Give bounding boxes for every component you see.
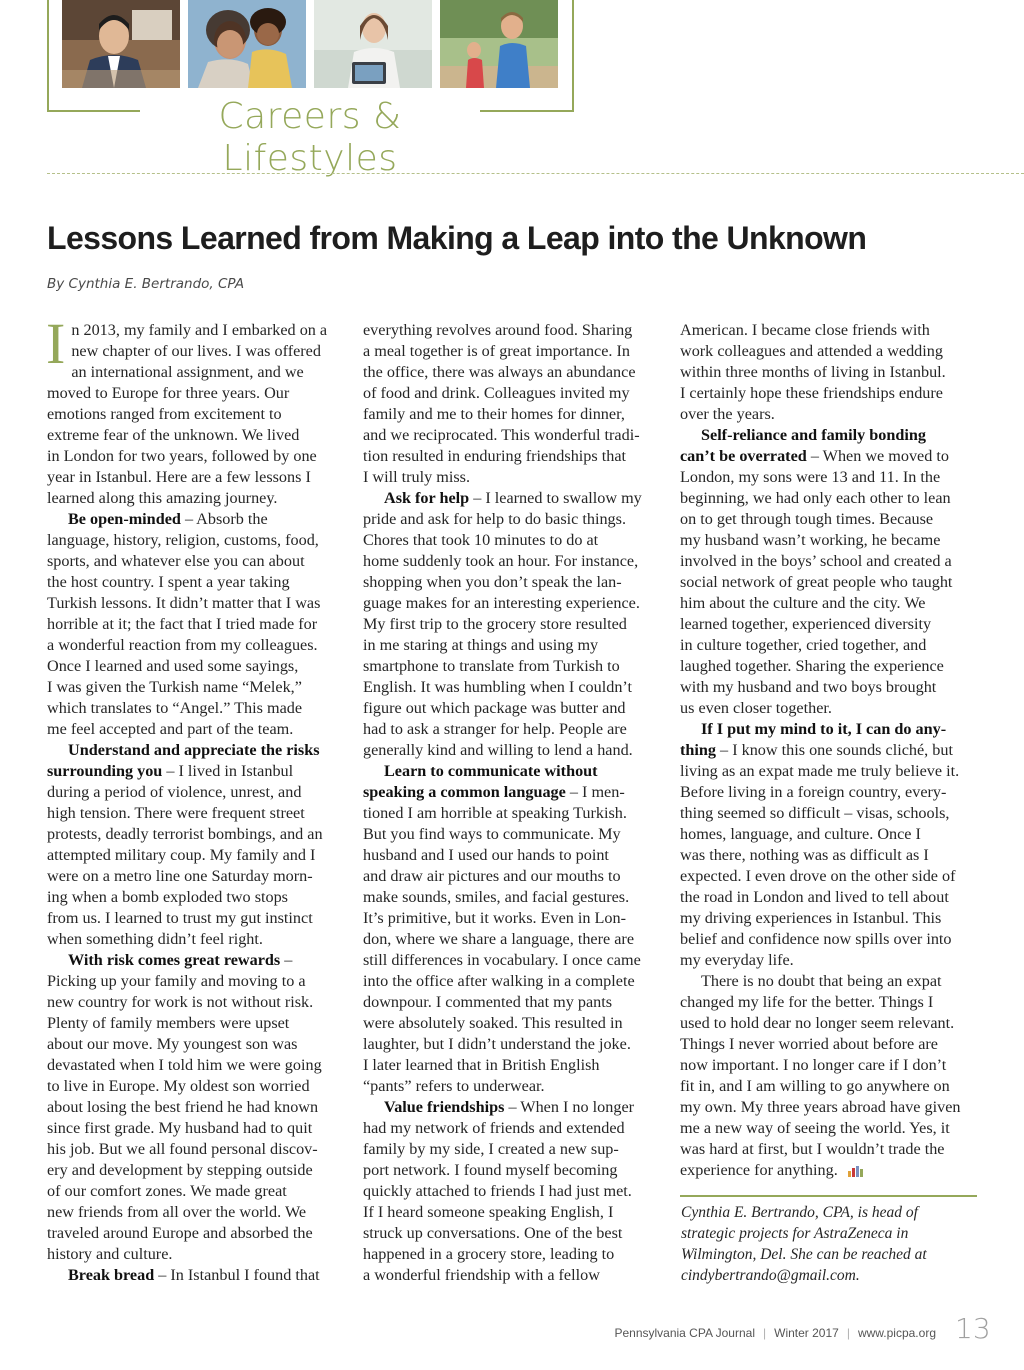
text-line-content: home suddenly took an hour. For instance,	[363, 552, 639, 570]
text-line-content: high tension. There were frequent street	[47, 804, 305, 822]
text-line-content: Turkish lessons. It didn’t matter that I was	[47, 594, 321, 612]
text-line	[47, 992, 347, 1013]
text-line	[363, 1034, 663, 1055]
text-line-content: to live in Europe. My oldest son worried	[47, 1077, 310, 1095]
text-line	[47, 530, 347, 551]
text-line	[47, 656, 347, 677]
text-line	[680, 551, 980, 572]
text-line	[680, 929, 980, 950]
text-line-content: –	[280, 951, 293, 969]
text-line	[363, 446, 663, 467]
text-line-content: since first grade. My husband had to quit	[47, 1119, 313, 1137]
text-line	[680, 887, 980, 908]
text-line-content: was there, nothing was as difficult as I	[680, 846, 929, 864]
text-line	[680, 341, 980, 362]
text-line	[363, 824, 663, 845]
text-line	[363, 971, 663, 992]
text-line	[363, 530, 663, 551]
text-line-content: my own. My three years abroad have given	[680, 1098, 961, 1116]
text-line-content: make sounds, smiles, and facial gestures.	[363, 888, 630, 906]
text-line-content: changed my life for the better. Things I	[680, 993, 934, 1011]
text-line-content: port network. I found myself becoming	[363, 1161, 618, 1179]
bio-line: strategic projects for AstraZeneca in	[681, 1225, 909, 1242]
text-line-content: about losing the best friend he had known	[47, 1098, 319, 1116]
article-column-1	[46, 311, 347, 1286]
runner-photo	[440, 0, 558, 88]
text-line-content: ery and development by stepping outside	[47, 1161, 313, 1179]
lesson-heading: surrounding you	[47, 762, 163, 780]
text-line-content: new chapter of our lives. I was offered	[71, 342, 321, 360]
text-line	[680, 404, 980, 425]
text-line	[680, 824, 980, 845]
text-line	[363, 404, 663, 425]
text-line	[47, 1076, 347, 1097]
text-line	[47, 1181, 347, 1202]
author-bio	[681, 1202, 981, 1286]
text-line-content: his job. But we all found personal discov-	[47, 1140, 318, 1158]
text-line	[680, 698, 980, 719]
lesson-heading: thing	[680, 741, 716, 759]
text-line	[363, 845, 663, 866]
text-line-content: new country for work is not without risk.	[47, 993, 314, 1011]
text-line	[680, 1076, 980, 1097]
text-line-content: had to ask a stranger for help. People are	[363, 720, 627, 738]
text-line-content: – I lived in Istanbul	[162, 762, 294, 780]
text-line-content: with my husband and two boys brought	[680, 678, 937, 696]
text-line	[680, 635, 980, 656]
text-line-content: and we reciprocated. This wonderful tradi-	[363, 426, 640, 444]
text-line	[47, 950, 347, 971]
text-line	[47, 1160, 347, 1181]
text-line	[680, 530, 980, 551]
text-line-content: English. It was humbling when I couldn’t	[363, 678, 633, 696]
text-line-content: ing when a bomb exploded two stops	[47, 888, 288, 906]
bio-line: Cynthia E. Bertrando, CPA, is head of	[681, 1204, 918, 1221]
text-line-content: sports, and whatever else you can about	[47, 552, 305, 570]
text-line-content: thing seemed so difficult – visas, schools,	[680, 804, 950, 822]
text-line	[47, 572, 347, 593]
text-line	[47, 803, 347, 824]
text-line	[363, 362, 663, 383]
text-line-content: involved in the boys’ school and created a	[680, 552, 952, 570]
text-line-content: an international assignment, and we	[71, 363, 304, 381]
text-line	[47, 509, 347, 530]
text-line	[363, 614, 663, 635]
text-line	[363, 1181, 663, 1202]
text-line-content: pride and ask for help to do basic things.	[363, 510, 626, 528]
text-line	[363, 719, 663, 740]
text-line-content: My first trip to the grocery store resulted	[363, 615, 627, 633]
text-line-content: new friends from all over the world. We	[47, 1203, 307, 1221]
lesson-heading: can’t be overrated	[680, 447, 807, 465]
text-line-content: during a period of violence, unrest, and	[47, 783, 302, 801]
text-line	[363, 656, 663, 677]
text-line	[363, 1223, 663, 1244]
text-line	[680, 425, 980, 446]
text-line	[47, 1202, 347, 1223]
text-line	[363, 698, 663, 719]
text-line-content: the host country. I spent a year taking	[47, 573, 290, 591]
text-line-content: a wonderful friendship with a fellow	[363, 1266, 600, 1284]
text-line	[680, 1118, 980, 1139]
text-line-content: Picking up your family and moving to a	[47, 972, 306, 990]
text-line	[363, 1055, 663, 1076]
text-line-content: on to get through tough times. Because	[680, 510, 934, 528]
text-line-content: fit in, and I am willing to go anywhere on	[680, 1077, 950, 1095]
text-line	[680, 593, 980, 614]
text-line	[680, 992, 980, 1013]
text-line	[363, 425, 663, 446]
text-line-content: family by my side, I created a new sup-	[363, 1140, 619, 1158]
text-line	[363, 803, 663, 824]
text-line	[47, 551, 347, 572]
text-line-content: – When we moved to	[806, 447, 949, 465]
text-line-content: beginning, we had only each other to lean	[680, 489, 951, 507]
text-line	[47, 866, 347, 887]
text-line-content: – In Istanbul I found that	[154, 1266, 320, 1284]
text-line-content: learned together, experienced diversity	[680, 615, 932, 633]
text-line-content: American. I became close friends with	[680, 321, 930, 339]
text-line	[680, 1013, 980, 1034]
text-line	[363, 908, 663, 929]
text-line-content: It’s primitive, but it works. Even in Lon-	[363, 909, 627, 927]
text-line	[47, 1034, 347, 1055]
text-line-content: in me staring at things and using my	[363, 636, 599, 654]
text-line-content: in culture together, cried together, and	[680, 636, 927, 654]
text-line-content: used to hold dear no longer seem relevant.	[680, 1014, 955, 1032]
text-line-content: devastated when I told him we were going	[47, 1056, 322, 1074]
text-line-content: struck up conversations. One of the best	[363, 1224, 623, 1242]
text-line	[363, 320, 663, 341]
text-line-content: happened in a grocery store, leading to	[363, 1245, 615, 1263]
text-line-content: family and me to their homes for dinner,	[363, 405, 625, 423]
text-line	[363, 635, 663, 656]
lesson-heading: Learn to communicate without	[384, 762, 598, 780]
text-line	[363, 950, 663, 971]
businessman-photo	[62, 0, 180, 88]
text-line	[363, 1265, 663, 1286]
text-line	[363, 1118, 663, 1139]
text-line	[363, 761, 663, 782]
text-line-content: the road in London and lived to tell about	[680, 888, 949, 906]
text-line-content: Once I learned and used some sayings,	[47, 657, 299, 675]
text-line-content: extreme fear of the unknown. We lived	[47, 426, 300, 444]
text-line-content: work colleagues and attended a wedding	[680, 342, 943, 360]
text-line	[363, 551, 663, 572]
text-line	[47, 677, 347, 698]
text-line	[47, 824, 347, 845]
text-line	[363, 467, 663, 488]
text-line	[363, 782, 663, 803]
text-line	[47, 1055, 347, 1076]
text-line-content: were absolutely soaked. This resulted in	[363, 1014, 623, 1032]
text-line-content: I later learned that in British English	[363, 1056, 600, 1074]
text-line-content: expected. I even drove on the other side of	[680, 867, 956, 885]
text-line-content: I was given the Turkish name “Melek,”	[47, 678, 302, 696]
text-line	[680, 446, 980, 467]
text-line	[680, 950, 980, 971]
text-line-content: I certainly hope these friendships endure	[680, 384, 943, 402]
text-line	[47, 446, 347, 467]
text-line	[680, 803, 980, 824]
text-line	[47, 320, 347, 341]
text-line	[680, 782, 980, 803]
text-line-content: horrible at it; the fact that I tried made for	[47, 615, 318, 633]
text-line	[680, 845, 980, 866]
text-line	[47, 740, 347, 761]
text-line	[47, 698, 347, 719]
text-line-content: the office, there was always an abundance	[363, 363, 636, 381]
text-line	[363, 677, 663, 698]
woman-tablet-photo	[314, 0, 432, 88]
page-number: 13	[955, 1312, 991, 1345]
section-title: Careers & Lifestyles	[140, 96, 480, 180]
text-line	[47, 971, 347, 992]
text-line-content: which translates to “Angel.” This made	[47, 699, 303, 717]
text-line-content: traveled around Europe and absorbed the	[47, 1224, 313, 1242]
text-line	[363, 593, 663, 614]
article-title: Lessons Learned from Making a Leap into the Unknown	[47, 220, 867, 256]
text-line	[680, 383, 980, 404]
text-line-content: over the years.	[680, 405, 775, 423]
text-line	[47, 782, 347, 803]
text-line-content: learned along this amazing journey.	[47, 489, 278, 507]
text-line-content: don, where we share a language, there are	[363, 930, 634, 948]
drop-cap: I	[46, 311, 66, 376]
text-line	[47, 887, 347, 908]
text-line	[680, 656, 980, 677]
text-line	[363, 740, 663, 761]
text-line	[363, 992, 663, 1013]
text-line-content: Things I never worried about before are	[680, 1035, 938, 1053]
text-line-content: language, history, religion, customs, food,	[47, 531, 319, 549]
text-line-content: tioned I am horrible at speaking Turkish.	[363, 804, 627, 822]
text-line-content: my driving experiences in Istanbul. This	[680, 909, 942, 927]
text-line	[363, 1013, 663, 1034]
text-line	[363, 1244, 663, 1265]
text-line	[363, 1097, 663, 1118]
lesson-heading: If I put my mind to it, I can do any-	[701, 720, 947, 738]
text-line	[47, 761, 347, 782]
text-line-content: quickly attached to friends I had just met.	[363, 1182, 632, 1200]
text-line-content: a meal together is of great importance. In	[363, 342, 630, 360]
text-line	[363, 887, 663, 908]
text-line-content: protests, deadly terrorist bombings, and an	[47, 825, 323, 843]
text-line	[680, 1034, 980, 1055]
text-line-content: now important. I no longer care if I don’t	[680, 1056, 947, 1074]
journal-name: Pennsylvania CPA Journal	[614, 1326, 755, 1340]
text-line	[680, 908, 980, 929]
text-line	[47, 929, 347, 950]
text-line	[680, 572, 980, 593]
text-line-content: homes, language, and culture. Once I	[680, 825, 921, 843]
text-line-content: Chores that took 10 minutes to do at	[363, 531, 599, 549]
text-line-content: “pants” refers to underwear.	[363, 1077, 545, 1095]
text-line-content: tion resulted in enduring friendships that	[363, 447, 626, 465]
text-line-content: n 2013, my family and I embarked on a	[71, 321, 328, 339]
text-line	[47, 488, 347, 509]
text-line	[47, 614, 347, 635]
lesson-heading: With risk comes great rewards	[68, 951, 281, 969]
bio-line: Wilmington, Del. She can be reached at	[681, 1246, 927, 1263]
text-line-content: – I learned to swallow my	[469, 489, 642, 507]
lesson-heading: Ask for help	[384, 489, 470, 507]
text-line-content: everything revolves around food. Sharing	[363, 321, 633, 339]
text-line	[680, 1160, 980, 1181]
issue-label: Winter 2017	[774, 1326, 839, 1340]
text-line-content: when something didn’t feel right.	[47, 930, 263, 948]
text-line-content: us even closer together.	[680, 699, 832, 717]
article-column-2	[363, 320, 663, 1286]
text-line	[363, 341, 663, 362]
text-line-content: year in Istanbul. Here are a few lessons I	[47, 468, 311, 486]
bio-line: cindybertrando@gmail.com.	[681, 1267, 860, 1284]
text-line-content: guage makes for an interesting experience.	[363, 594, 640, 612]
text-line	[47, 383, 347, 404]
lesson-heading: Be open-minded	[68, 510, 181, 528]
text-line-content: about our move. My youngest son was	[47, 1035, 298, 1053]
text-line-content: of our comfort zones. We made great	[47, 1182, 287, 1200]
text-line	[47, 425, 347, 446]
text-line	[47, 635, 347, 656]
text-line-content: – I know this one sounds cliché, but	[716, 741, 953, 759]
text-line-content: belief and confidence now spills over into	[680, 930, 952, 948]
text-line	[47, 404, 347, 425]
text-line-content: But you find ways to communicate. My	[363, 825, 621, 843]
text-line-content: attempted military coup. My family and I	[47, 846, 316, 864]
text-line-content: history and culture.	[47, 1245, 173, 1263]
text-line	[47, 1223, 347, 1244]
text-line	[363, 1139, 663, 1160]
text-line	[363, 929, 663, 950]
text-line-content: laughed together. Sharing the experience	[680, 657, 944, 675]
text-line-content: living as an expat made me truly believe it.	[680, 762, 960, 780]
text-line	[47, 1118, 347, 1139]
text-line	[47, 467, 347, 488]
text-line	[680, 1139, 980, 1160]
text-line-content: me a new way of seeing the world. Yes, it	[680, 1119, 950, 1137]
text-line-content: figure out which package was butter and	[363, 699, 626, 717]
text-line-content: him about the culture and the city. We	[680, 594, 926, 612]
text-line	[47, 908, 347, 929]
text-line	[680, 677, 980, 698]
text-line-content: London, my sons were 13 and 11. In the	[680, 468, 941, 486]
byline: By Cynthia E. Bertrando, CPA	[47, 276, 245, 292]
text-line-content: downpour. I commented that my pants	[363, 993, 613, 1011]
text-line	[680, 488, 980, 509]
text-line-content: still differences in vocabulary. I once came	[363, 951, 641, 969]
text-line-content: Plenty of family members were upset	[47, 1014, 290, 1032]
text-line-content: from us. I learned to trust my gut instinct	[47, 909, 313, 927]
text-line-content: There is no doubt that being an expat	[701, 972, 942, 990]
text-line-content: smartphone to translate from Turkish to	[363, 657, 620, 675]
text-line-content: I will truly miss.	[363, 468, 471, 486]
text-line	[363, 383, 663, 404]
text-line-content: generally kind and willing to lend a hand.	[363, 741, 633, 759]
text-line-content: shopping when you don’t speak the lan-	[363, 573, 622, 591]
text-line-content: of food and drink. Colleagues invited my	[363, 384, 630, 402]
text-line	[47, 593, 347, 614]
text-line	[680, 509, 980, 530]
text-line-content: my husband wasn’t working, he became	[680, 531, 941, 549]
website-link[interactable]: www.picpa.org	[857, 1326, 936, 1340]
text-line	[363, 1076, 663, 1097]
text-line-content: If I heard someone speaking English, I	[363, 1203, 614, 1221]
text-line-content: my everyday life.	[680, 951, 794, 969]
text-line-content: and draw air pictures and our mouths to	[363, 867, 621, 885]
text-line-content: – I men-	[565, 783, 625, 801]
text-line-content: in London for two years, followed by one	[47, 447, 317, 465]
text-line	[680, 761, 980, 782]
end-mark-icon	[846, 1163, 864, 1179]
text-line-content: – When I no longer	[504, 1098, 635, 1116]
text-line	[47, 1139, 347, 1160]
text-line	[680, 467, 980, 488]
text-line	[47, 845, 347, 866]
text-line-content: emotions ranged from excitement to	[47, 405, 282, 423]
text-line	[680, 320, 980, 341]
lesson-heading: speaking a common language	[363, 783, 566, 801]
text-line	[47, 362, 347, 383]
text-line-content: was hard at first, but I wouldn’t trade the	[680, 1140, 945, 1158]
text-line	[363, 572, 663, 593]
text-line-content: Before living in a foreign country, every-	[680, 783, 947, 801]
text-line	[363, 509, 663, 530]
lesson-heading: Understand and appreciate the risks	[68, 741, 320, 759]
text-line	[680, 362, 980, 383]
text-line-content: a wonderful reaction from my colleagues.	[47, 636, 318, 654]
text-line	[363, 866, 663, 887]
text-line-content: experience for anything.	[680, 1161, 838, 1179]
text-line	[47, 1244, 347, 1265]
bio-divider	[680, 1195, 977, 1197]
text-line-content: me feel accepted and part of the team.	[47, 720, 294, 738]
text-line	[47, 719, 347, 740]
text-line	[680, 866, 980, 887]
text-line-content: – Absorb the	[180, 510, 268, 528]
page-footer: Pennsylvania CPA Journal | Winter 2017 | www.picpa.org	[614, 1326, 936, 1340]
text-line-content: had my network of friends and extended	[363, 1119, 625, 1137]
text-line	[47, 1265, 347, 1286]
text-line-content: social network of great people who taught	[680, 573, 953, 591]
article-column-3	[680, 320, 980, 1181]
text-line-content: moved to Europe for three years. Our	[47, 384, 290, 402]
text-line	[680, 1055, 980, 1076]
text-line	[680, 971, 980, 992]
text-line-content: into the office after walking in a complete	[363, 972, 635, 990]
text-line	[363, 1202, 663, 1223]
text-line	[47, 1013, 347, 1034]
text-line	[680, 614, 980, 635]
text-line	[363, 488, 663, 509]
text-line-content: laughter, but I didn’t understand the joke.	[363, 1035, 631, 1053]
text-line-content: were on a metro line one Saturday morn-	[47, 867, 313, 885]
text-line	[680, 1097, 980, 1118]
dashed-divider	[47, 173, 1024, 174]
text-line	[47, 341, 347, 362]
lesson-heading: Value friendships	[384, 1098, 505, 1116]
lesson-heading: Break bread	[68, 1266, 155, 1284]
text-line	[47, 1097, 347, 1118]
lesson-heading: Self-reliance and family bonding	[701, 426, 926, 444]
text-line-content: husband and I used our hands to point	[363, 846, 609, 864]
mother-child-photo	[188, 0, 306, 88]
text-line-content: within three months of living in Istanbul.	[680, 363, 946, 381]
text-line	[680, 719, 980, 740]
text-line	[680, 740, 980, 761]
text-line	[363, 1160, 663, 1181]
